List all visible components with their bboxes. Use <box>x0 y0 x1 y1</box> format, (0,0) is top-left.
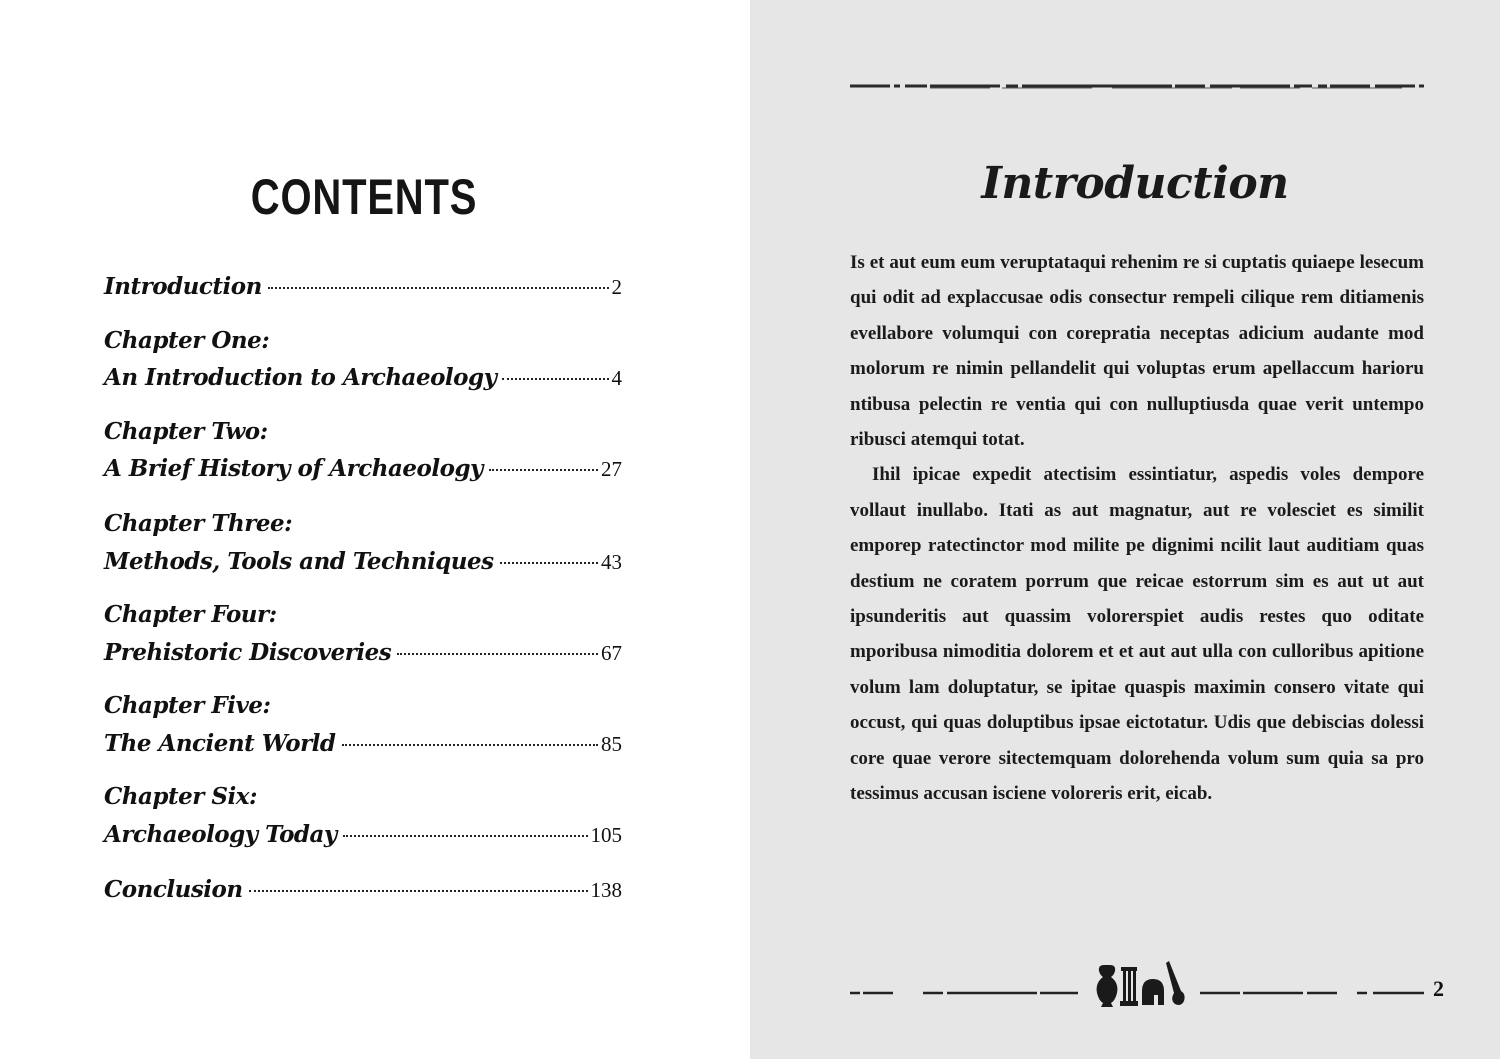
toc-line <box>104 875 622 905</box>
toc-chapter-label: Chapter Three: <box>104 510 293 537</box>
toc-chapter-label: Chapter Four: <box>104 601 277 628</box>
contents-title: CONTENTS <box>250 169 478 225</box>
toc-chapter-label: Chapter One: <box>104 327 270 354</box>
toc-line <box>104 820 622 850</box>
toc-chapter-label: Chapter Two: <box>104 418 268 445</box>
dot-leader <box>397 653 598 655</box>
toc-entry-name: Archaeology Today <box>104 821 337 848</box>
top-decorative-rule <box>850 82 1424 90</box>
toc-chapter-label: Chapter Five: <box>104 692 271 719</box>
body-paragraph: Ihil ipicae expedit atectisim essintiatur, aspedis voles dempore vollaut inullabo. Itati as aut magnatur, aut re volesciet es similit emporep ratectinctor mod milite pe dignimi ncilit laut auditiam quas destium ne coratem porrum que reicae estorrum sim es aut ut aut ipsunderitis aut quassim volorerspiet audis restes quo oditate mporibusa nimoditia dolorem et et aut aut ulla con culloribus apitione volum lam doluptatur, se ipitae quaspis maximin consero vitate qui occust, qui quas doluptibus ipsae eictotatur. Udis que debiscias dolessi core quae verore sitectemquam dolorehenda volum sum quia sa pro tessimus accusan isciene voloreris erit, eicab. <box>850 464 1424 805</box>
toc-entry-name: Introduction <box>104 273 262 300</box>
bottom-ornament <box>850 955 1424 1015</box>
toc-line <box>104 547 622 577</box>
toc-entry-name: Methods, Tools and Techniques <box>104 548 494 575</box>
toc-entry-name: The Ancient World <box>104 730 336 757</box>
dot-leader <box>249 890 588 892</box>
toc-entry-name: A Brief History of Archaeology <box>104 455 483 482</box>
introduction-body <box>850 245 1424 812</box>
dot-leader <box>500 562 598 564</box>
toc-entry-page: 67 <box>601 641 622 665</box>
dot-leader <box>489 469 598 471</box>
toc-entry-page: 27 <box>601 457 622 481</box>
toc-line <box>104 729 622 759</box>
toc-line <box>104 454 622 484</box>
toc-entry-page: 138 <box>590 878 622 902</box>
toc-line <box>104 363 622 393</box>
toc-entry-name: An Introduction to Archaeology <box>104 364 497 391</box>
dot-leader <box>502 378 608 380</box>
artifacts-icon <box>1097 961 1185 1007</box>
toc-entry-page: 105 <box>590 823 622 847</box>
toc-entry-page: 4 <box>611 366 622 390</box>
toc-line <box>104 272 622 302</box>
toc-entry-page: 2 <box>611 275 622 299</box>
dot-leader <box>342 744 598 746</box>
toc-chapter-label: Chapter Six: <box>104 783 257 810</box>
body-paragraph: Is et aut eum eum veruptataqui rehenim re si cuptatis quiaepe lesecum qui odit ad explaccusae odis consectur rempeli cilique rem ditiamenis evellabore volumqui con corepratia neceptas adicium audante mod molorum re nimin pellandelit qui voluptas erum apellaccum harioru ntibusa pelectin re ventia qui con nulluptiusda quae verit untempo ribusci atemqui totat. <box>850 252 1424 451</box>
page-number: 2 <box>1433 976 1444 1001</box>
toc-entry-page: 43 <box>601 550 622 574</box>
dot-leader <box>343 835 588 837</box>
toc-line <box>104 638 622 668</box>
introduction-title: Introduction <box>981 158 1289 209</box>
dot-leader <box>268 287 609 289</box>
toc-entry-name: Prehistoric Discoveries <box>104 639 392 666</box>
toc-entry-page: 85 <box>601 732 622 756</box>
toc-entry-name: Conclusion <box>104 876 243 903</box>
